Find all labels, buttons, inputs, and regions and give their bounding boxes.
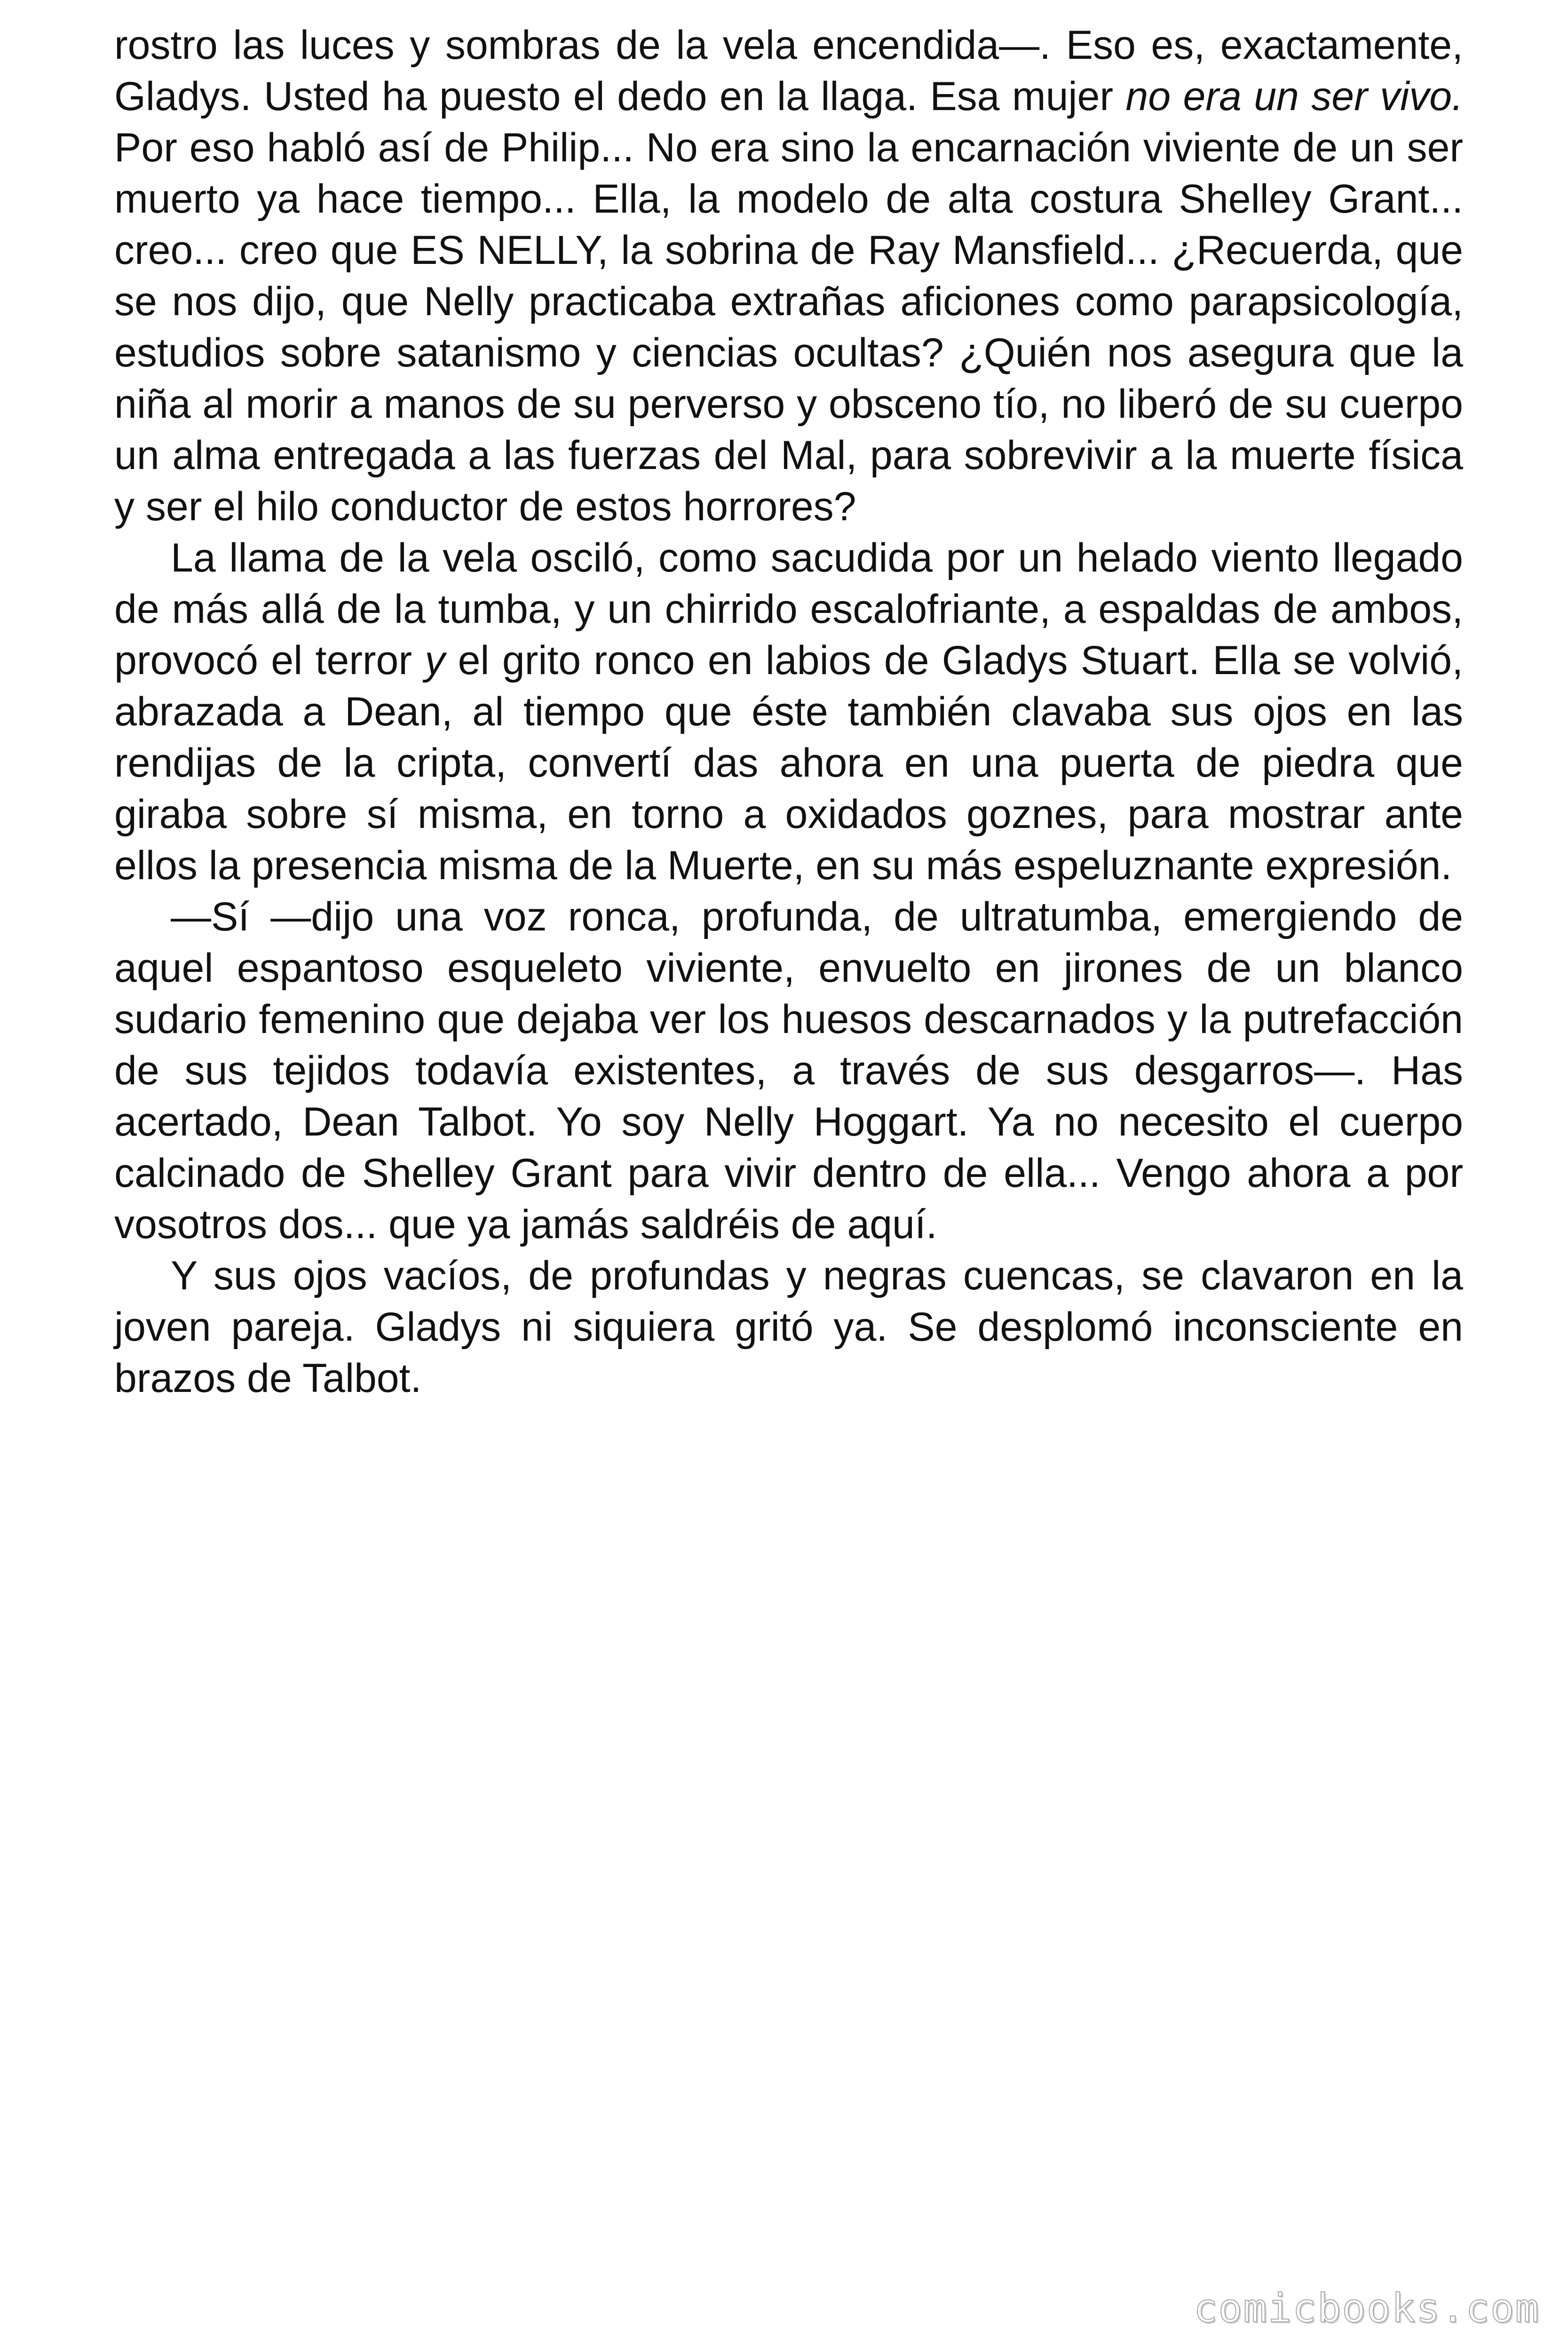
paragraph-2-text-b: el grito ronco en labios de Gladys Stuart. Ella se volvió, abrazada a Dean, al tiempo que éste también clavaba sus ojos en las rendijas de la cripta, convertí das ahora en una puerta de piedra que giraba sobre sí misma, en torno a oxidados goznes, para mostrar ante ellos la presencia misma de la Muerte, en su más espeluznante expresión. [114,638,1463,888]
paragraph-1-italic-phrase: no era un ser vivo. [1125,74,1463,119]
paragraph-3-text: —Sí —dijo una voz ronca, profunda, de ultratumba, emergiendo de aquel espantoso esqueleto viviente, envuelto en jirones de un blanco sudario femenino que dejaba ver los huesos descarnados y la putrefacción de sus tejidos todavía existentes, a través de sus desgarros—. Has acertado, Dean Talbot. Yo soy Nelly Hoggart. Ya no necesito el cuerpo calcinado de Shelley Grant para vivir dentro de ella... Vengo ahora a por vosotros dos... que ya jamás saldréis de aquí. [114,894,1463,1247]
watermark: comicbooks.com [1193,2285,1540,2331]
paragraph-1-text-b: Por eso habló así de Philip... No era sino la encarnación viviente de un ser muerto ya hace tiempo... Ella, la modelo de alta costura Shelley Grant... creo... creo que ES NELLY, la sobrina de Ray Mansfield... ¿Recuerda, que se nos dijo, que Nelly practicaba extrañas aficiones como parapsicología, estudios sobre satanismo y ciencias ocultas? ¿Quién nos asegura que la niña al morir a manos de su perverso y obsceno tío, no liberó de su cuerpo un alma entregada a las fuerzas del Mal, para sobrevivir a la muerte física y ser el hilo conductor de estos horrores? [114,125,1463,529]
paragraph-1-text-a: rostro las luces y sombras de la vela encendida—. Eso es, exactamente, Gladys. Usted ha puesto el dedo en la llaga. Esa mujer [114,23,1463,119]
paragraph-2 [114,532,1463,891]
paragraph-2-italic-word: y [425,638,445,683]
body-text [114,20,1463,1404]
paragraph-4-text: Y sus ojos vacíos, de profundas y negras cuencas, se clavaron en la joven pareja. Gladys ni siquiera gritó ya. Se desplomó inconsciente en brazos de Talbot. [114,1253,1463,1401]
paragraph-4 [114,1250,1463,1404]
paragraph-1 [114,20,1463,532]
paragraph-2-text-a: La llama de la vela osciló, como sacudida por un helado viento llegado de más allá de la tumba, y un chirrido escalofriante, a espaldas de ambos, provocó el terror [114,535,1463,683]
paragraph-3 [114,891,1463,1250]
